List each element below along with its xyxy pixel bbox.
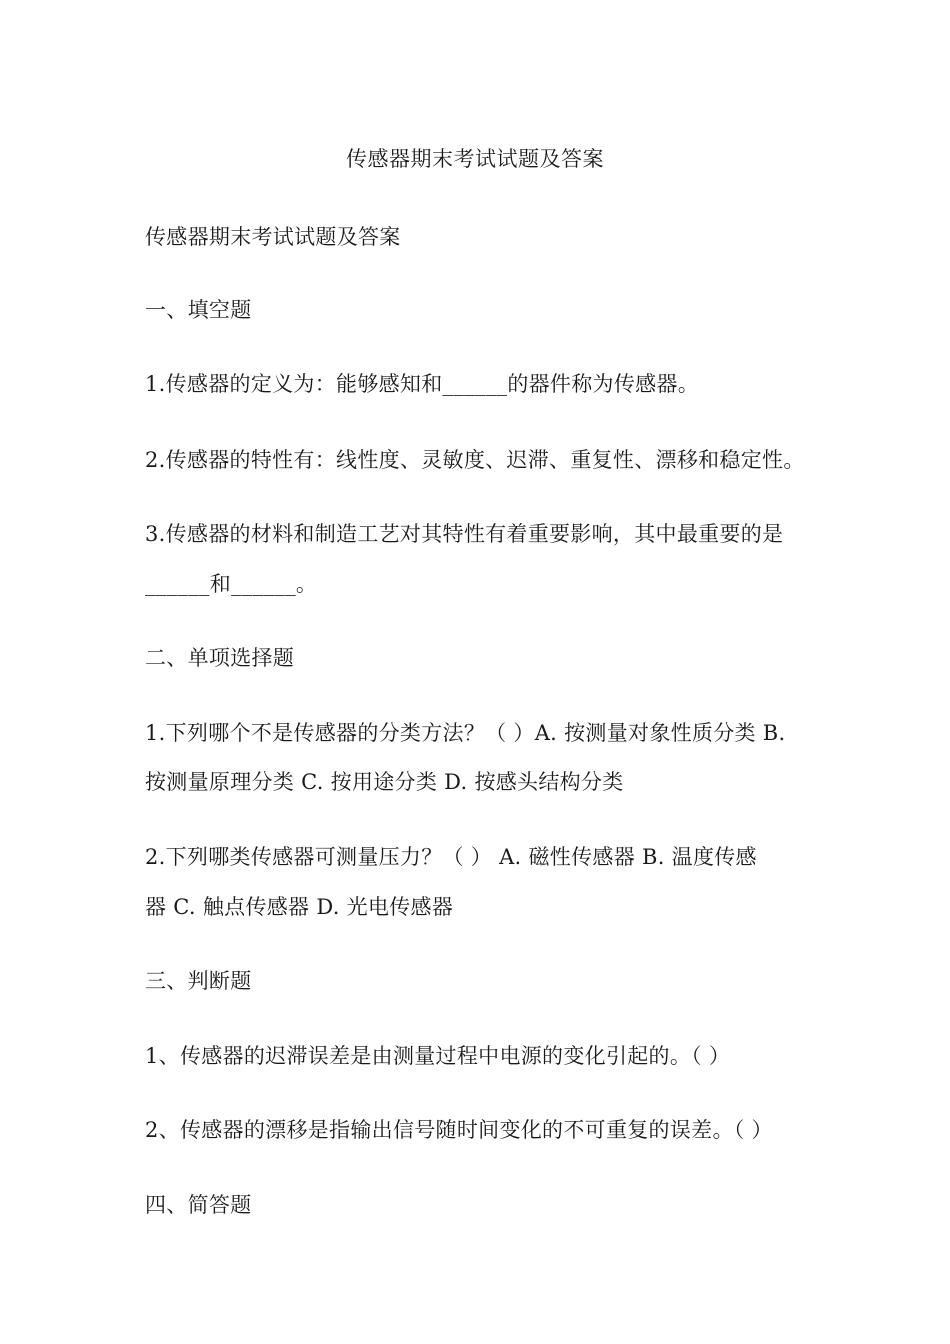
single-choice-question-1-line-2: 按测量原理分类 C. 按用途分类 D. 按感头结构分类 (145, 770, 624, 794)
fill-blank-question-2: 2.传感器的特性有：线性度、灵敏度、迟滞、重复性、漂移和稳定性。 (145, 448, 805, 472)
fill-blank-question-3-line-2: ______和______。 (145, 572, 318, 596)
single-choice-question-2-line-1: 2.下列哪类传感器可测量压力？（ ） A. 磁性传感器 B. 温度传感 (145, 845, 757, 869)
true-false-question-2: 2、传感器的漂移是指输出信号随时间变化的不可重复的误差。（ ） (145, 1118, 773, 1142)
section-heading-true-false: 三、判断题 (145, 969, 252, 993)
section-heading-short-answer: 四、简答题 (145, 1193, 252, 1217)
document-title: 传感器期末考试试题及答案 (346, 147, 604, 171)
section-heading-fill-blank: 一、填空题 (145, 298, 252, 322)
true-false-question-1: 1、传感器的迟滞误差是由测量过程中电源的变化引起的。（ ） (145, 1044, 731, 1068)
document-subtitle: 传感器期末考试试题及答案 (145, 225, 401, 249)
section-heading-single-choice: 二、单项选择题 (145, 646, 295, 670)
single-choice-question-1-line-1: 1.下列哪个不是传感器的分类方法？（ ）A. 按测量对象性质分类 B. (145, 721, 786, 745)
fill-blank-question-3-line-1: 3.传感器的材料和制造工艺对其特性有着重要影响，其中最重要的是 (145, 522, 784, 546)
fill-blank-question-1: 1.传感器的定义为：能够感知和______的器件称为传感器。 (145, 372, 700, 396)
single-choice-question-2-line-2: 器 C. 触点传感器 D. 光电传感器 (145, 895, 454, 919)
